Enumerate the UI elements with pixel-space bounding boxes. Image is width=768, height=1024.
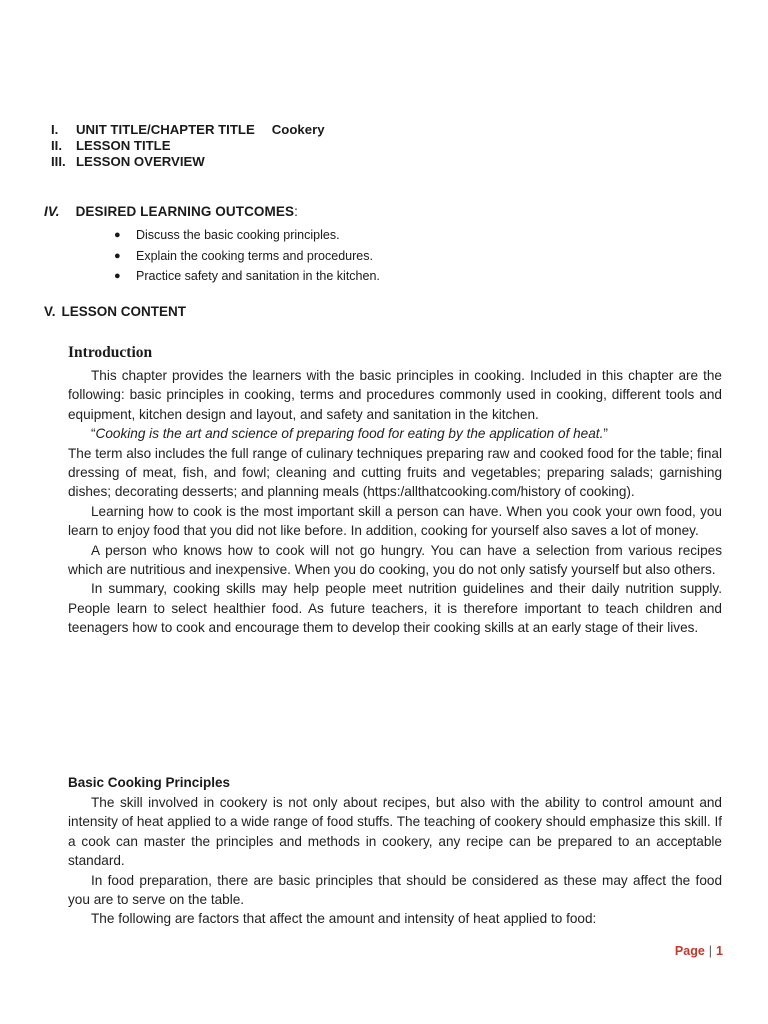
list-item	[114, 246, 380, 267]
bullet-icon: ●	[114, 270, 121, 282]
paragraph-quote	[68, 424, 722, 443]
outline-label: LESSON OVERVIEW	[76, 154, 205, 169]
outline-number: III.	[51, 154, 66, 169]
list-item	[114, 225, 380, 246]
bullet-icon: ●	[114, 249, 121, 262]
page-number	[675, 944, 723, 958]
page-number-value: 1	[716, 944, 723, 958]
outline-row-unit-title	[51, 122, 325, 138]
outline-number: II.	[51, 138, 62, 153]
outcome-text: Explain the cooking terms and procedures.	[136, 248, 373, 263]
page-separator: |	[708, 944, 713, 958]
paragraph: Learning how to cook is the most important skill a person can have. When you cook your own food, you learn to enjoy food that you did not like before. In addition, cooking for yourself also saves a lot of money.	[68, 503, 722, 539]
paragraph: In food preparation, there are basic principles that should be considered as these may affect the food you are to serve on the table.	[68, 872, 722, 908]
outcome-text: Practice safety and sanitation in the kitchen.	[136, 269, 380, 283]
outcomes-list	[114, 225, 380, 287]
outline-number: I.	[51, 122, 59, 137]
outcomes-colon: :	[294, 204, 298, 219]
page-label: Page	[674, 944, 705, 958]
bullet-icon: ●	[114, 229, 121, 241]
outcome-text: Discuss the basic cooking principles.	[136, 228, 340, 242]
outline-label: UNIT TITLE/CHAPTER TITLE	[76, 122, 255, 137]
outline-row-lesson-title	[51, 138, 325, 154]
introduction-heading: Introduction	[68, 344, 153, 361]
quote-close: ”	[603, 426, 608, 442]
lesson-content-title: LESSON CONTENT	[61, 304, 187, 319]
introduction-body	[68, 366, 722, 638]
outcomes-title: DESIRED LEARNING OUTCOMES	[75, 204, 295, 219]
outline-row-lesson-overview	[51, 154, 325, 170]
paragraph: In summary, cooking skills may help people meet nutrition guidelines and their daily nutrition supply. People learn to select healthier food. As future teachers, it is therefore important to teach children and teenagers how to cook and encourage them to develop their cooking skills at an early stage of their lives.	[68, 581, 722, 636]
paragraph: This chapter provides the learners with the basic principles in cooking. Included in this chapter are the following: basic principles in cooking, terms and procedures commonly used in cooking, different tools and equipment, kitchen design and layout, and safety and sanitation in the kitchen.	[68, 368, 722, 422]
outcomes-heading	[44, 204, 298, 219]
basic-principles-body	[68, 793, 722, 929]
outcomes-roman: IV.	[44, 204, 60, 219]
quote-open: “	[91, 426, 96, 442]
paragraph: A person who knows how to cook will not go hungry. You can have a selection from various recipes which are nutritious and inexpensive. When you do cooking, you do not only satisfy yourself but also others.	[68, 542, 722, 578]
paragraph: The term also includes the full range of culinary techniques preparing raw and cooked food for the table; final dressing of meat, fish, and fowl; cleaning and cutting fruits and vegetables; preparing salads; garnishing dishes; decorating desserts; and planning meals (https:/allthatcooking.com/history of cooking).	[68, 445, 722, 500]
outline-label: LESSON TITLE	[76, 138, 171, 153]
outline-value: Cookery	[271, 122, 325, 137]
paragraph: The skill involved in cookery is not only about recipes, but also with the ability to control amount and intensity of heat applied to a wide range of food stuffs. The teaching of cookery should emphasize this skill. If a cook can master the principles and methods in cookery, any recipe can be prepared to an acceptable standard.	[68, 795, 722, 869]
lesson-content-heading	[44, 304, 186, 319]
lesson-outline	[51, 122, 325, 170]
paragraph: The following are factors that affect the amount and intensity of heat applied to food:	[91, 911, 597, 927]
quote-text: Cooking is the art and science of preparing food for eating by the application of heat.	[95, 426, 604, 442]
list-item	[114, 266, 380, 287]
lesson-content-roman: V.	[44, 304, 56, 319]
basic-principles-heading: Basic Cooking Principles	[68, 775, 231, 790]
